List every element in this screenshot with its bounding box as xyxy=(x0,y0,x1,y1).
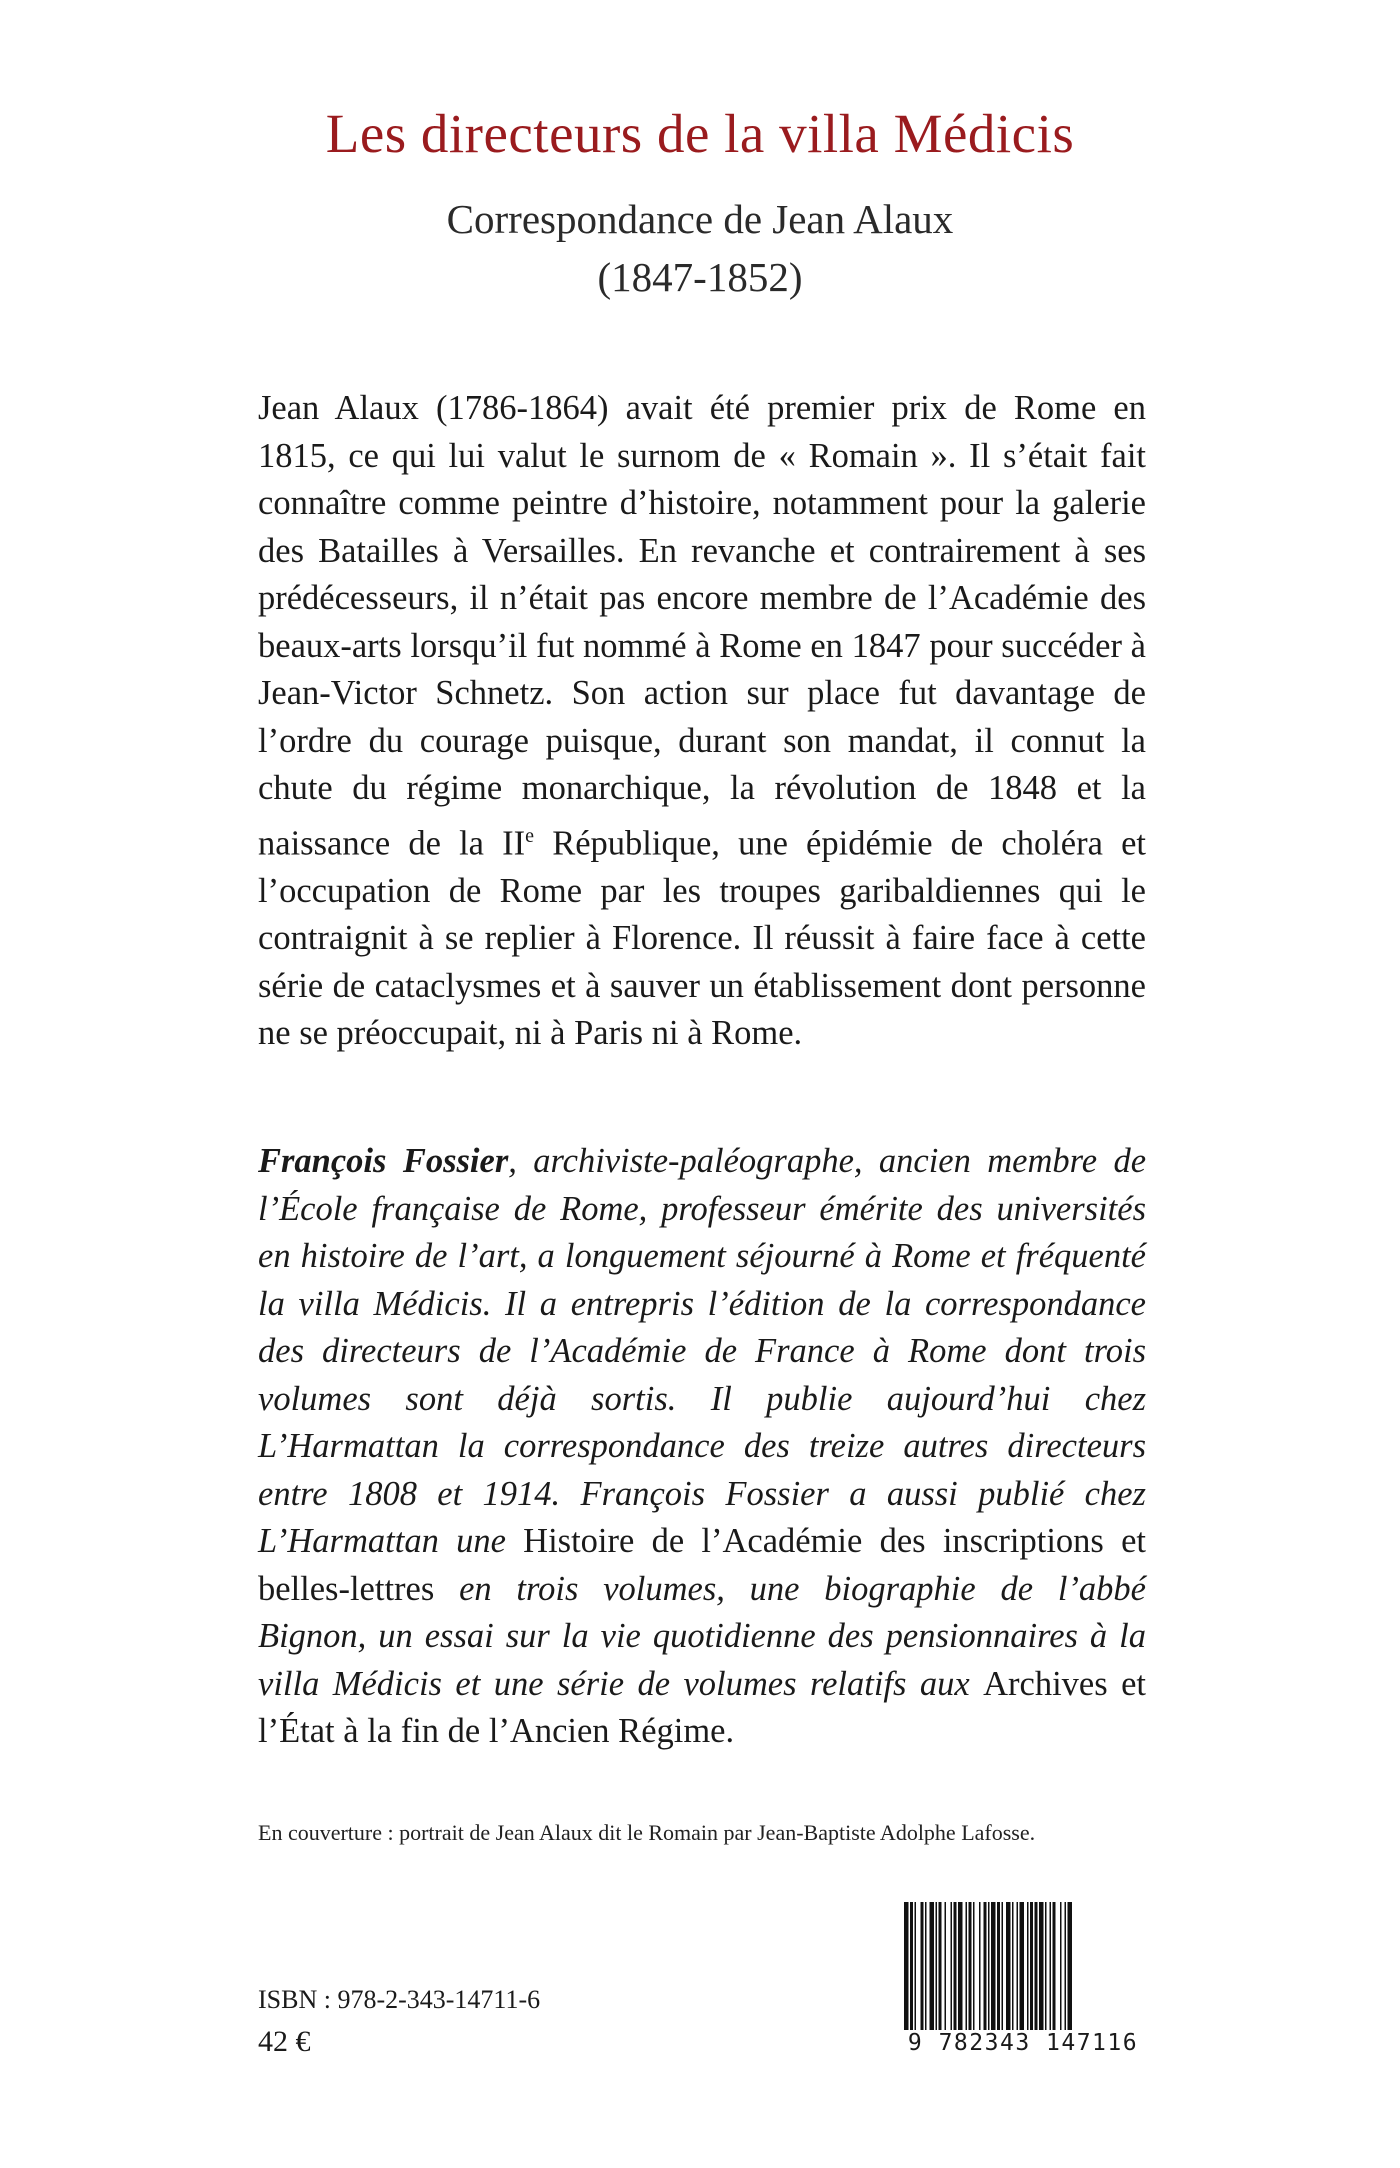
summary-text-a: Jean Alaux (1786-1864) avait été premier prix de Rome en 1815, ce qui lui valut le surnom de « Romain ». Il s’était fait connaître comme peintre d’histoire, notamment pour la galerie des Batailles à Versailles. En revanche et contrairement à ses prédécesseurs, il n’était pas encore membre de l’Académie des beaux-arts lorsqu’il fut nommé à Rome en 1847 pour succéder à Jean-Victor Schnetz. Son action sur place fut davantage de l’ordre du courage puisque, durant son mandat, il connut la chute du régime monarchique, la révolution de 1848 et la naissance de la II xyxy=(258,389,1146,862)
barcode-bar xyxy=(921,1902,924,2030)
barcode-bar xyxy=(1065,1902,1067,2030)
barcode-bar xyxy=(984,1902,987,2030)
barcode-bar xyxy=(951,1902,953,2030)
barcode-bar xyxy=(1006,1902,1011,2030)
barcode-bar xyxy=(1068,1902,1073,2030)
bio-text-1: , archiviste-paléographe, ancien membre de l’École française de Rome, professeur émérite des universités en histoire de l’art, a longuement séjourné à Rome et fréquenté la villa Médicis. Il a entrepris l’édition de la correspondance des directeurs de l’Académie de France à Rome dont trois volumes sont déjà sortis. Il publie aujourd’hui chez L’Harmattan la correspondance des treize autres directeurs entre 1808 et 1914. François Fossier a aussi publié chez L’Harmattan une xyxy=(258,1142,1147,1560)
barcode-bar xyxy=(910,1902,913,2030)
barcode-digits: 9 782343 147116 xyxy=(898,2030,1148,2056)
summary-paragraph xyxy=(258,385,1146,1058)
cover-credit: En couverture : portrait de Jean Alaux dit le Romain par Jean-Baptiste Adolphe Lafosse. xyxy=(258,1820,1036,1845)
bio-book-title-1: Histoire de l’Académie des inscriptions et belles-lettres xyxy=(258,1522,1146,1608)
barcode-bar xyxy=(1012,1902,1014,2030)
barcode-bar xyxy=(936,1902,938,2030)
bio-book-title-2: Archives et l’État à la fin de l’Ancien Régime xyxy=(258,1664,1146,1750)
barcode-bar xyxy=(973,1902,975,2030)
author-name: François Fossier xyxy=(258,1142,509,1180)
barcode-bar xyxy=(1020,1902,1025,2030)
barcode-bar xyxy=(966,1902,968,2030)
barcode-bar xyxy=(979,1902,981,2030)
barcode-bar xyxy=(1060,1902,1062,2030)
barcode-bar xyxy=(915,1902,917,2030)
barcode-bar xyxy=(991,1902,996,2030)
price: 42 € xyxy=(258,2025,311,2058)
barcode-bar xyxy=(925,1902,927,2030)
subtitle-dates: (1847-1852) xyxy=(597,254,803,300)
barcode-bar xyxy=(958,1902,963,2030)
barcode-bar xyxy=(939,1902,942,2030)
barcode-bar xyxy=(997,1902,1000,2030)
barcode-bar xyxy=(1035,1902,1038,2030)
barcode-bar xyxy=(1050,1902,1052,2030)
barcode-bar xyxy=(1027,1902,1029,2030)
barcode-bar xyxy=(1045,1902,1047,2030)
barcode-bar xyxy=(1053,1902,1056,2030)
book-subtitle xyxy=(0,190,1400,306)
barcode-bar xyxy=(988,1902,990,2030)
barcode-bar xyxy=(904,1902,909,2030)
barcode-bar xyxy=(930,1902,935,2030)
barcode-bar xyxy=(1002,1902,1004,2030)
barcode-bar xyxy=(945,1902,947,2030)
bio-text-2: en trois volumes, une biographie de l’abbé Bignon, un essai sur la vie quotidienne des pensionnaires à la villa Médicis et une série de volumes relatifs aux xyxy=(258,1569,1146,1703)
bio-text-3: . xyxy=(725,1712,735,1750)
barcode-bar xyxy=(969,1902,972,2030)
isbn: ISBN : 978-2-343-14711-6 xyxy=(258,1985,541,2014)
summary-superscript: e xyxy=(525,824,535,847)
summary-text-b: République, une épidémie de choléra et l’occupation de Rome par les troupes garibaldiennes qui le contraignit à se replier à Florence. Il réussit à faire face à cette série de cataclysmes et à sauver un établissement dont personne ne se préoccupait, ni à Paris ni à Rome. xyxy=(258,824,1146,1052)
barcode-bar xyxy=(954,1902,957,2030)
author-bio xyxy=(258,1138,1146,1756)
barcode-bar xyxy=(1030,1902,1033,2030)
book-title: Les directeurs de la villa Médicis xyxy=(325,103,1075,164)
subtitle-line: Correspondance de Jean Alaux xyxy=(446,196,954,242)
barcode-bar xyxy=(1039,1902,1044,2030)
barcode-bar xyxy=(1017,1902,1019,2030)
